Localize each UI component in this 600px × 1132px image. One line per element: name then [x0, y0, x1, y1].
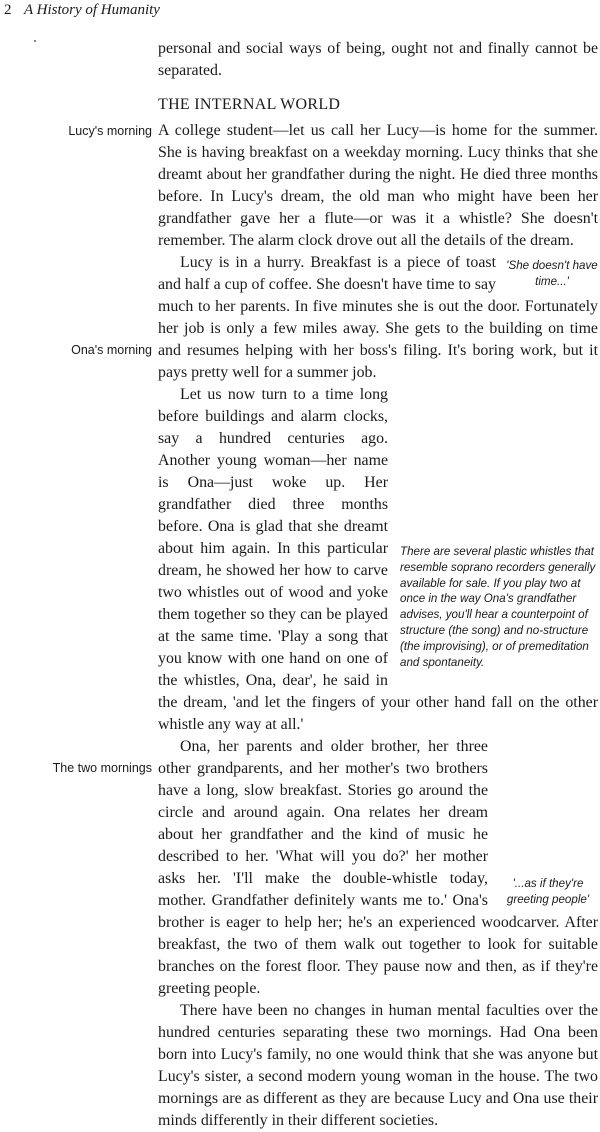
side-note-greeting: '...as if they're greeting people' [506, 877, 590, 906]
section-title: THE INTERNAL WORLD [158, 96, 341, 113]
page-number: 2 [4, 2, 12, 18]
margin-label-two-mornings: The two mornings [52, 761, 152, 775]
paragraph-ona-2-text: Ona, her parents and older brother, her three other grandparents, and her mother's two brothers have a long, slow breakfast. Stories go around the circle and around again. Ona relates her dream about her grandfather and the kind of music he described to her. 'What will you do?' her mother asks her. 'I'll make the double-whistle today, mother. Grandfather definitely wants me to.' Ona's brother is eager to help her; he's an experienced woodcarver. After breakfast, the two of them walk out together to look for suitable branches on the forest floor. They pause now and then, as if they're greeting people. [158, 738, 598, 997]
side-note-whistles: There are several plastic whistles that resemble soprano recorders generally available for sale. If you play two at once in the way Ona's grandfather advises, you'll hear a counterpoint of structure (the song) and no-structure (the improvising), or of premeditation and spontaneity. [400, 545, 596, 669]
paragraph-lucy-2-text: Lucy is in a hurry. Breakfast is a piece of toast and half a cup of coffee. She doesn't have time to say much to her parents. In five minutes she is out the door. Fortunately her job is only a few miles away. She gets to the building on time and resumes helping with her boss's filing. It's boring work, but it pays pretty well for a summer job. [158, 254, 598, 381]
paragraph-two-mornings: There have been no changes in human mental faculties over the hundred centuries separating these two mornings. Had Ona been born into Lucy's family, no one would think that she was anyone but Lucy's sister, a second modern young woman in the house. The two mornings are as different as they are because Lucy and Ona use their minds differently in their different societies. [158, 1002, 598, 1129]
margin-label-ona: Ona's morning [71, 343, 152, 357]
paragraph-ona-1-text: Let us now turn to a time long before buildings and alarm clocks, say a hundred centuries ago. Another young woman—her name is Ona—just woke up. Her grandfather died three months before. Ona is glad that she dreamt about him again. In this particular dream, he showed her how to carve two whistles out of wood and yoke them together so they can be played at the same time. 'Play a song that you know with one hand on one of the whistles, Ona, dear', he said in the dream, 'and let the fingers of your other hand fall on the other whistle any way at all.' [158, 386, 598, 733]
margin-dot [34, 40, 36, 42]
paragraph-lucy-2 [158, 252, 598, 384]
paragraph-ona-2 [158, 736, 598, 1000]
main-text-column [158, 120, 598, 1132]
opening-paragraph: personal and social ways of being, ought not and finally cannot be separated. [158, 40, 598, 79]
side-note-time: 'She doesn't have time...' [506, 259, 598, 288]
running-title: A History of Humanity [24, 2, 160, 18]
paragraph-lucy-1: A college student—let us call her Lucy—is home for the summer. She is having breakfast on a weekday morning. Lucy thinks that she dreamt about her grandfather during the night. He died three months before. In Lucy's dream, the old man who might have been her grandfather gave her a flute—or was it a whistle? She doesn't remember. The alarm clock drove out all the details of the dream. [158, 122, 598, 249]
paragraph-ona-1 [158, 384, 598, 736]
margin-label-lucy: Lucy's morning [68, 124, 152, 138]
opening-paragraph-block [158, 38, 598, 82]
